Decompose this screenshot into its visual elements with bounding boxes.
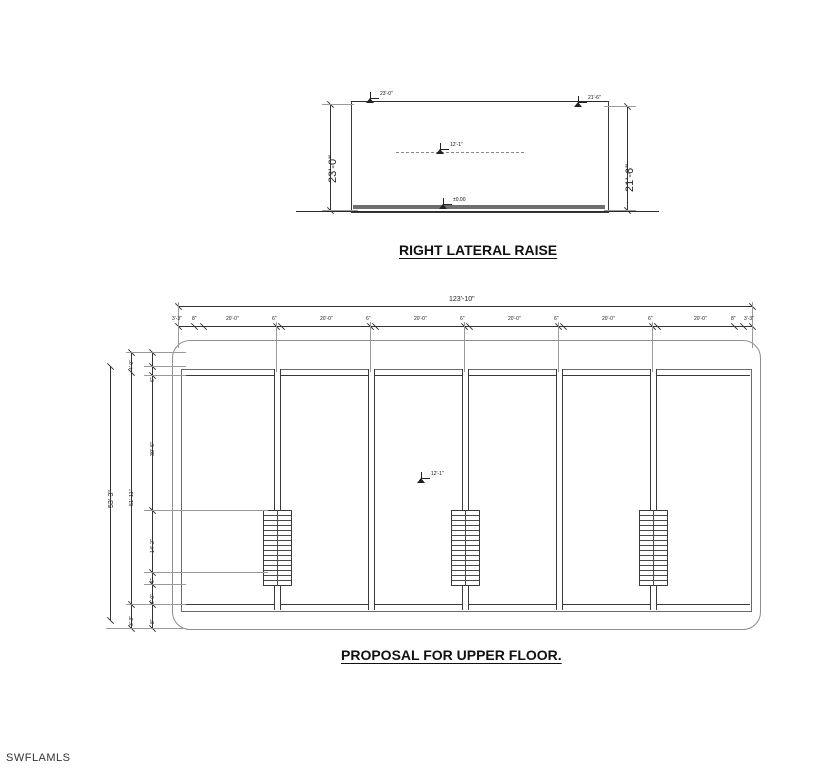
plan-left-mid-label-2: 3'-3" bbox=[129, 616, 135, 626]
plan-overall-dim-line bbox=[178, 306, 752, 307]
plan-stair-2 bbox=[451, 510, 480, 586]
plan-top-dim-label-0: 3'-3" bbox=[172, 316, 182, 322]
plan-left-inner-label-4: 6'-0" bbox=[150, 594, 156, 604]
level-marker-triangle bbox=[417, 478, 425, 483]
plan-top-dim-label-3: 6" bbox=[272, 316, 277, 322]
plan-top-ext-line bbox=[370, 322, 371, 372]
plan-left-ext-line bbox=[144, 510, 268, 511]
elevation-title: RIGHT LATERAL RAISE bbox=[399, 242, 558, 258]
plan-top-dim-label-6: 20'-0" bbox=[414, 316, 427, 322]
plan-left-inner-label-3: 6" bbox=[150, 578, 156, 583]
plan-top-dim-label-4: 20'-0" bbox=[320, 316, 333, 322]
plan-left-inner-label-5: 8" bbox=[150, 619, 156, 624]
elevation-left-ext-bottom bbox=[322, 210, 358, 211]
plan-left-ext-line bbox=[144, 572, 268, 573]
elevation-wall bbox=[351, 101, 609, 213]
plan-top-ext-line bbox=[558, 322, 559, 372]
elevation-left-ext-top bbox=[322, 104, 354, 105]
level-marker-triangle bbox=[574, 102, 582, 107]
elevation-right-dim-line bbox=[627, 106, 628, 210]
elevation-top-right-tag-label: 21'-6" bbox=[588, 95, 601, 101]
plan-top-ext-line bbox=[276, 322, 277, 372]
elevation-base-tag-label: ±0.00 bbox=[453, 197, 466, 203]
plan-stair-3 bbox=[639, 510, 668, 586]
level-marker-triangle bbox=[366, 98, 374, 103]
stair-center-line bbox=[277, 511, 278, 585]
elevation-right-height-label: 21'-6" bbox=[624, 163, 636, 192]
plan-top-dim-label-10: 20'-0" bbox=[602, 316, 615, 322]
plan-top-dim-label-13: 8" bbox=[731, 316, 736, 322]
elevation-right-ext-top bbox=[604, 106, 636, 107]
plan-top-dim-label-5: 6" bbox=[366, 316, 371, 322]
plan-top-dim-label-2: 20'-0" bbox=[226, 316, 239, 322]
plan-left-mid-label-1: 51'-11" bbox=[129, 489, 135, 506]
plan-top-ext-line bbox=[752, 302, 753, 348]
elevation-left-height-label: 23'-0" bbox=[327, 154, 339, 183]
plan-left-ext-line bbox=[126, 352, 186, 353]
level-marker-triangle bbox=[436, 149, 444, 154]
elevation-base-slab bbox=[353, 205, 605, 209]
elevation-center-dashed-line bbox=[396, 152, 524, 153]
elevation-ground-line bbox=[296, 211, 659, 212]
plan-top-dim-label-14: 3'-3" bbox=[744, 316, 754, 322]
plan-overall-width-label: 123'-10" bbox=[449, 296, 475, 303]
plan-center-tag-label: 12'-1" bbox=[431, 471, 444, 477]
plan-left-ext-line bbox=[144, 366, 186, 367]
plan-top-dim-label-12: 20'-0" bbox=[694, 316, 707, 322]
plan-top-ext-line bbox=[464, 322, 465, 372]
plan-title: PROPOSAL FOR UPPER FLOOR. bbox=[341, 647, 562, 663]
plan-left-ext-line bbox=[126, 604, 186, 605]
plan-left-overall-label: 53'-3" bbox=[108, 490, 115, 508]
plan-left-ext-line bbox=[144, 375, 186, 376]
plan-left-mid-label-0: 4'-0" bbox=[129, 360, 135, 370]
stair-center-line bbox=[465, 511, 466, 585]
plan-stair-1 bbox=[263, 510, 292, 586]
watermark-label: SWFLAMLS bbox=[6, 752, 71, 764]
plan-left-ext-line bbox=[106, 628, 186, 629]
stair-center-line bbox=[653, 511, 654, 585]
plan-top-ext-line bbox=[178, 302, 179, 348]
level-marker-triangle bbox=[439, 204, 447, 209]
elevation-top-left-tag-label: 23'-0" bbox=[380, 91, 393, 97]
plan-top-dim-label-1: 8" bbox=[192, 316, 197, 322]
plan-left-inner-label-0: 6" bbox=[150, 377, 156, 382]
elevation-center-tag-label: 12'-1" bbox=[450, 142, 463, 148]
plan-left-ext-line bbox=[144, 584, 186, 585]
elevation-right-ext-bottom bbox=[604, 210, 636, 211]
plan-left-inner-label-1: 30'-6" bbox=[150, 441, 156, 456]
plan-top-dim-label-8: 20'-0" bbox=[508, 316, 521, 322]
plan-top-dim-label-7: 6" bbox=[460, 316, 465, 322]
elevation-top-edge bbox=[351, 101, 607, 102]
plan-top-ext-line bbox=[652, 322, 653, 372]
plan-left-inner-label-2: 14'-2" bbox=[150, 538, 156, 553]
plan-top-dim-label-11: 6" bbox=[648, 316, 653, 322]
plan-column-2 bbox=[368, 369, 375, 610]
plan-left-inner-dim-line bbox=[152, 352, 153, 628]
plan-top-dim-label-9: 6" bbox=[554, 316, 559, 322]
plan-column-4 bbox=[556, 369, 563, 610]
